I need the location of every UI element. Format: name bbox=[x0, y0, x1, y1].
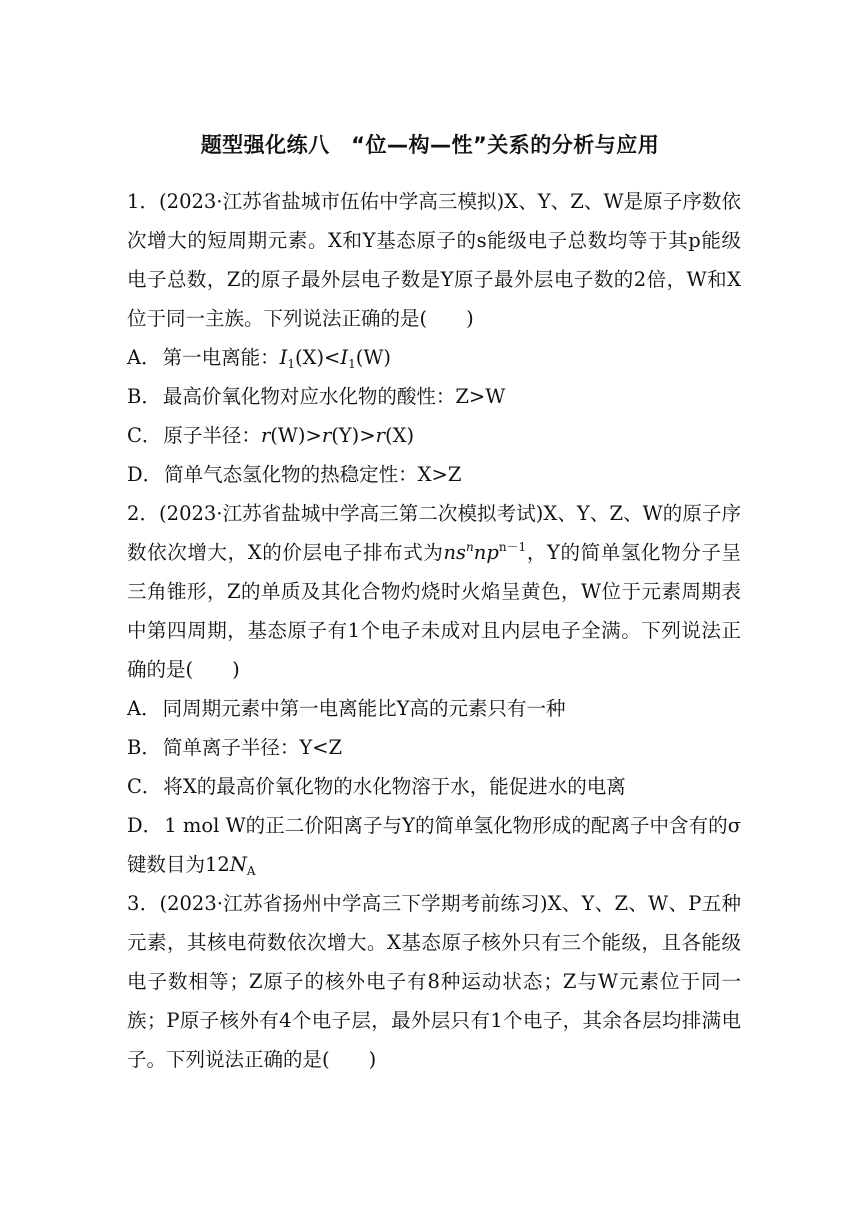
option-text: 1 mol W的正二价阳离子与Y的简单氢化物形成的配离子中含有的σ键数目为12 bbox=[127, 814, 742, 876]
question-2-option-b bbox=[127, 728, 741, 767]
option-label: B． bbox=[127, 385, 161, 408]
option-text: 同周期元素中第一电离能比Y高的元素只有一种 bbox=[162, 697, 566, 720]
question-3-stem: 3．(2023·江苏省扬州中学高三下学期考前练习)X、Y、Z、W、P五种元素，其核电荷数依次增大。X基态原子核外只有三个能级，且各能级电子数相等；Z原子的核外电子有8种运动状态；Z与W元素位于同一族；P原子核外有4个电子层，最外层只有1个电子，其余各层均排满电子。下列说法正确的是( ) bbox=[127, 892, 741, 1071]
question-1-option-c bbox=[127, 416, 741, 455]
option-text-part: (X) bbox=[384, 424, 415, 447]
page-title: 题型强化练八 “位—构—性”关系的分析与应用 bbox=[200, 133, 660, 157]
option-label: B． bbox=[127, 736, 161, 759]
option-text: 将X的最高价氧化物的水化物溶于水，能促进水的电离 bbox=[163, 775, 626, 798]
option-text: 简单气态氢化物的热稳定性：X>Z bbox=[164, 463, 462, 486]
question-1-option-d bbox=[127, 455, 741, 494]
option-text: 第一电离能： bbox=[162, 346, 280, 369]
question-list bbox=[127, 182, 741, 1079]
option-text-mid: (X)< bbox=[294, 346, 341, 369]
superscript: n－1 bbox=[498, 540, 527, 554]
option-label: D． bbox=[127, 814, 163, 837]
option-label: C． bbox=[127, 775, 162, 798]
stem-text: 2．(2023·江苏省盐城中学高三第二次模拟考试)X、Y、Z、W的原子序数依次增大，X的价层电子排布式为 bbox=[127, 502, 741, 564]
ionization-symbol: I bbox=[340, 346, 349, 369]
config-ns: ns bbox=[443, 541, 467, 564]
option-text-part: (Y)> bbox=[331, 424, 376, 447]
stem-text: ，Y的简单氢化物分子呈三角锥形，Z的单质及其化合物灼烧时火焰呈黄色，W位于元素周期表中第四周期，基态原子有1个电子未成对且内层电子全满。下列说法正确的是( ) bbox=[127, 541, 742, 681]
radius-symbol: r bbox=[375, 424, 385, 447]
subscript: A bbox=[246, 864, 256, 878]
radius-symbol: r bbox=[260, 424, 271, 447]
option-text: 最高价氧化物对应水化物的酸性：Z>W bbox=[162, 385, 506, 408]
question-3 bbox=[127, 884, 741, 1079]
question-1-option-a bbox=[127, 338, 741, 377]
ionization-symbol: I bbox=[279, 346, 288, 369]
option-label: A． bbox=[127, 346, 161, 369]
option-label: D． bbox=[127, 463, 163, 486]
question-1-stem: 1．(2023·江苏省盐城市伍佑中学高三模拟)X、Y、Z、W是原子序数依次增大的短周期元素。X和Y基态原子的s能级电子总数均等于其p能级电子总数，Z的原子最外层电子数是Y原子最外层电子数的2倍，W和X位于同一主族。下列说法正确的是( ) bbox=[127, 190, 741, 330]
subscript: 1 bbox=[348, 357, 356, 371]
option-text-part: (W)> bbox=[270, 424, 322, 447]
question-2-option-d bbox=[127, 806, 741, 884]
question-1-option-b bbox=[127, 377, 741, 416]
option-label: A． bbox=[127, 697, 161, 720]
question-2-stem bbox=[127, 494, 741, 689]
config-np: np bbox=[473, 541, 499, 564]
radius-symbol: r bbox=[321, 424, 332, 447]
superscript: n bbox=[466, 540, 474, 554]
question-2-option-c bbox=[127, 767, 741, 806]
question-1 bbox=[127, 182, 741, 494]
option-text: 简单离子半径：Y<Z bbox=[162, 736, 343, 759]
avogadro-symbol: N bbox=[229, 853, 247, 876]
question-2 bbox=[127, 494, 741, 884]
question-2-option-a bbox=[127, 689, 741, 728]
option-text-end: (W) bbox=[355, 346, 391, 369]
option-label: C． bbox=[127, 424, 162, 447]
subscript: 1 bbox=[287, 357, 295, 371]
option-text: 原子半径： bbox=[163, 424, 261, 447]
